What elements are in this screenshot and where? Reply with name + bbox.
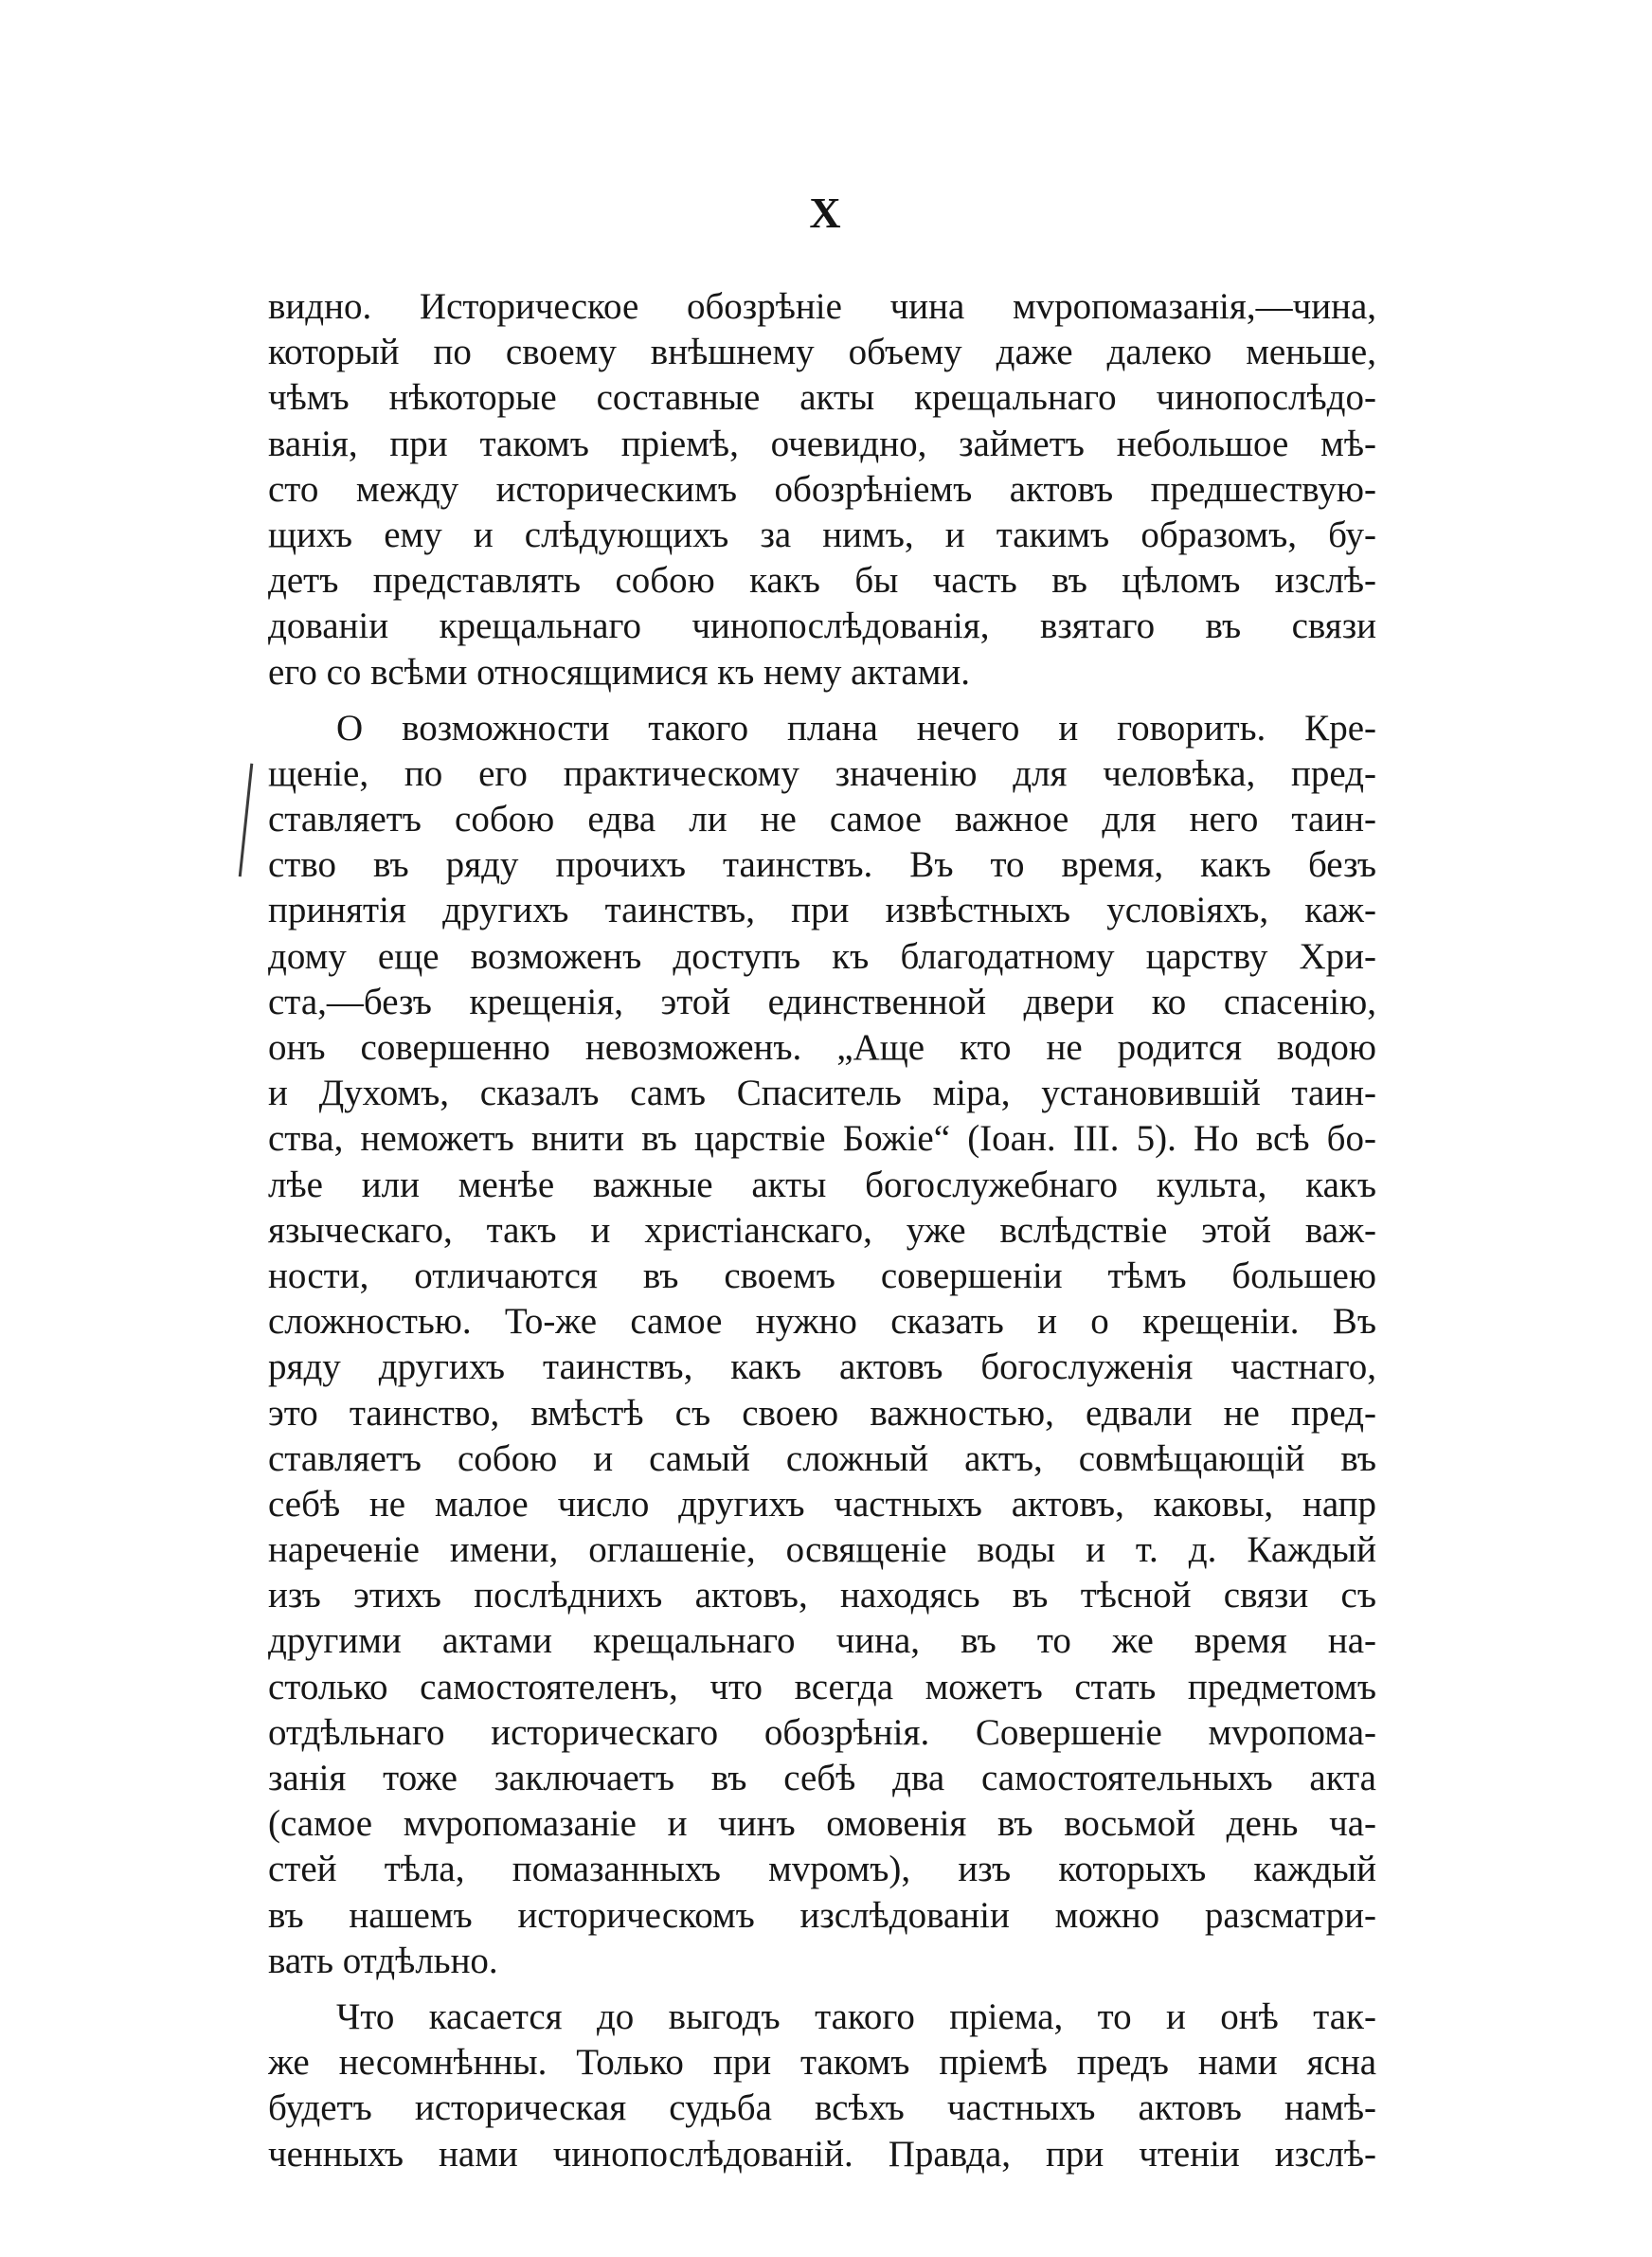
text-line: сто между историческимъ обозрѣніемъ актовъ предшествую- <box>268 468 1376 510</box>
text-line: это таинство, вмѣстѣ съ своею важностью, едвали не пред- <box>268 1392 1376 1434</box>
text-line: Что касается до выгодъ такого пріема, то и онѣ так- <box>336 1995 1376 2037</box>
page-number: X <box>809 189 843 237</box>
text-line: занія тоже заключаетъ въ себѣ два самостоятельныхъ акта <box>268 1758 1376 1798</box>
text-line: лѣе или менѣе важные акты богослужебнаго культа, какъ <box>268 1164 1376 1205</box>
text-line: видно. Историческое обозрѣніе чина мvропомазанія,—чина, <box>268 286 1376 327</box>
text-line: отдѣльнаго историческаго обозрѣнія. Совершеніе мvропома- <box>268 1711 1376 1753</box>
text-line: принятія другихъ таинствъ, при извѣстныхъ условіяхъ, каж- <box>268 890 1376 931</box>
paragraph-3 <box>268 1995 1376 2177</box>
text-line: который по своему внѣшнему объему даже далеко меньше, <box>268 332 1376 373</box>
text-line: ставляетъ собою едва ли не самое важное для него таин- <box>268 799 1376 840</box>
text-line: въ нашемъ историческомъ изслѣдованіи можно разсматри- <box>268 1894 1376 1936</box>
text-line: ванія, при такомъ пріемѣ, очевидно, займетъ небольшое мѣ- <box>268 423 1376 464</box>
text-line: другими актами крещальнаго чина, въ то же время на- <box>268 1620 1376 1662</box>
text-line: изъ этихъ послѣднихъ актовъ, находясь въ тѣсной связи съ <box>268 1575 1376 1616</box>
text-line: стей тѣла, помазанныхъ мvромъ), изъ которыхъ каждый <box>268 1849 1376 1890</box>
text-line: столько самостоятеленъ, что всегда можетъ стать предметомъ <box>268 1666 1376 1707</box>
text-line: дованіи крещальнаго чинопослѣдованія, взятаго въ связи <box>268 605 1376 647</box>
paragraph-2 <box>268 706 1376 1984</box>
text-line: ченныхъ нами чинопослѣдованій. Правда, при чтеніи изслѣ- <box>268 2133 1376 2175</box>
text-line: же несомнѣнны. Только при такомъ пріемѣ предъ нами ясна <box>268 2042 1376 2084</box>
body-text <box>268 284 1376 2177</box>
text-line: ство въ ряду прочихъ таинствъ. Въ то время, какъ безъ <box>268 844 1376 886</box>
text-line: (самое мvропомазаніе и чинъ омовенія въ восьмой день ча- <box>268 1803 1376 1845</box>
text-line: ства, неможетъ внити въ царствіе Божіе“ (Іоан. III. 5). Но всѣ бо- <box>268 1118 1376 1160</box>
text-line: онъ совершенно невозможенъ. „Аще кто не родится водою <box>268 1027 1376 1068</box>
text-line: языческаго, такъ и христіанскаго, уже вслѣдствіе этой важ- <box>268 1209 1376 1251</box>
text-line: и Духомъ, сказалъ самъ Спаситель міра, установившій таин- <box>268 1073 1376 1114</box>
margin-pencil-mark <box>239 764 262 878</box>
text-line: ности, отличаются въ своемъ совершеніи тѣмъ большею <box>268 1255 1376 1296</box>
paragraph-gap <box>268 1984 1376 1995</box>
text-line: О возможности такого плана нечего и говорить. Кре- <box>336 707 1376 749</box>
text-line: детъ представлять собою какъ бы часть въ цѣломъ изслѣ- <box>268 560 1376 602</box>
text-line: чѣмъ нѣкоторые составные акты крещальнаго чинопослѣдо- <box>268 377 1376 419</box>
text-line: его со всѣми относящимися къ нему актами. <box>268 651 971 693</box>
text-line: вать отдѣльно. <box>268 1940 498 1981</box>
text-line: дому еще возможенъ доступъ къ благодатному царству Хри- <box>268 935 1376 977</box>
text-line: щеніе, по его практическому значенію для человѣка, пред- <box>268 752 1376 794</box>
text-line: будетъ историческая судьба всѣхъ частныхъ актовъ намѣ- <box>268 2087 1376 2129</box>
text-line: ста,—безъ крещенія, этой единственной двери ко спасенію, <box>268 981 1376 1022</box>
text-line: ставляетъ собою и самый сложный актъ, совмѣщающій въ <box>268 1437 1376 1479</box>
text-line: сложностью. То-же самое нужно сказать и о крещеніи. Въ <box>268 1301 1376 1343</box>
text-line: щихъ ему и слѣдующихъ за нимъ, и такимъ образомъ, бу- <box>268 514 1376 555</box>
text-line: нареченіе имени, оглашеніе, освященіе воды и т. д. Каждый <box>268 1529 1376 1571</box>
paragraph-gap <box>268 695 1376 706</box>
text-line: ряду другихъ таинствъ, какъ актовъ богослуженія частнаго, <box>268 1346 1376 1388</box>
text-line: себѣ не малое число другихъ частныхъ актовъ, каковы, напр <box>268 1483 1376 1525</box>
paragraph-1 <box>268 284 1376 695</box>
